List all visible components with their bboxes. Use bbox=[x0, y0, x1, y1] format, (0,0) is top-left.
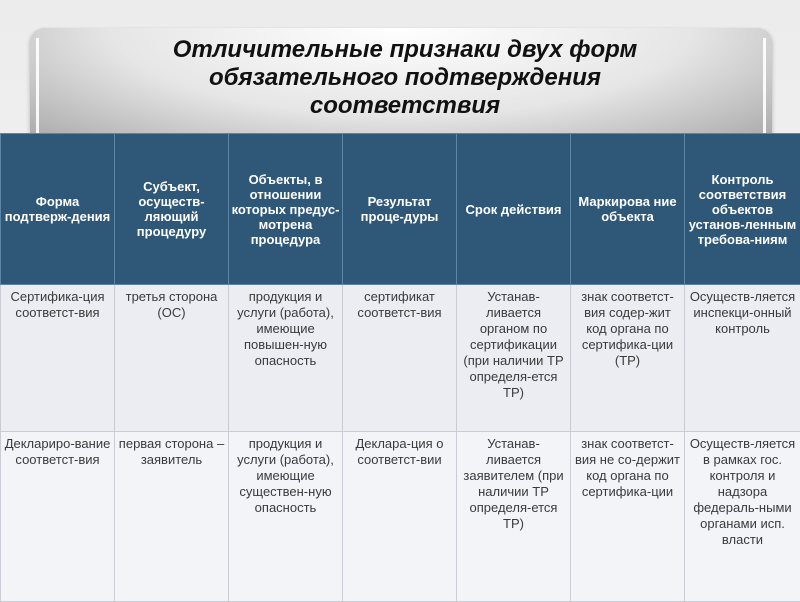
table-cell: продукция и услуги (работа), имеющие существен-ную опасность bbox=[229, 432, 343, 602]
table-cell: третья сторона (ОС) bbox=[115, 285, 229, 432]
table-cell: Деклариро-вание соответст-вия bbox=[1, 432, 115, 602]
banner-edge-left bbox=[36, 38, 39, 140]
header-control: Контроль соответствия объектов установ-ленным требова-ниям bbox=[685, 134, 800, 285]
banner-edge-right bbox=[763, 38, 766, 140]
header-subject: Субъект, осуществ-ляющий процедуру bbox=[115, 134, 229, 285]
header-validity: Срок действия bbox=[457, 134, 571, 285]
table-cell: Осуществ-ляется инспекци-онный контроль bbox=[685, 285, 800, 432]
header-objects: Объекты, в отношении которых предус-мотрена процедура bbox=[229, 134, 343, 285]
table-cell: Устанав-ливается органом по сертификации (при наличии ТР определя-ется ТР) bbox=[457, 285, 571, 432]
table-cell: продукция и услуги (работа), имеющие повышен-ную опасность bbox=[229, 285, 343, 432]
table-cell: знак соответст-вия не со-держит код органа по сертифика-ции bbox=[571, 432, 685, 602]
table-header-row bbox=[1, 134, 800, 285]
table-row bbox=[1, 285, 800, 432]
table-cell: Сертифика-ция соответст-вия bbox=[1, 285, 115, 432]
header-form: Форма подтверж-дения bbox=[1, 134, 115, 285]
page-title: Отличительные признаки двух форм обязательного подтверждения соответствия bbox=[60, 36, 750, 120]
header-result: Результат проце-дуры bbox=[343, 134, 457, 285]
table-cell: первая сторона – заявитель bbox=[115, 432, 229, 602]
table-cell: Деклара-ция о соответст-вии bbox=[343, 432, 457, 602]
comparison-table bbox=[0, 133, 800, 602]
header-marking: Маркирова ние объекта bbox=[571, 134, 685, 285]
table-cell: сертификат соответст-вия bbox=[343, 285, 457, 432]
table-cell: Устанав-ливается заявителем (при наличии ТР определя-ется ТР) bbox=[457, 432, 571, 602]
table-cell: знак соответст-вия содер-жит код органа по сертифика-ции (ТР) bbox=[571, 285, 685, 432]
table-row bbox=[1, 432, 800, 602]
table-cell: Осуществ-ляется в рамках гос. контроля и надзора федераль-ными органами исп. власти bbox=[685, 432, 800, 602]
